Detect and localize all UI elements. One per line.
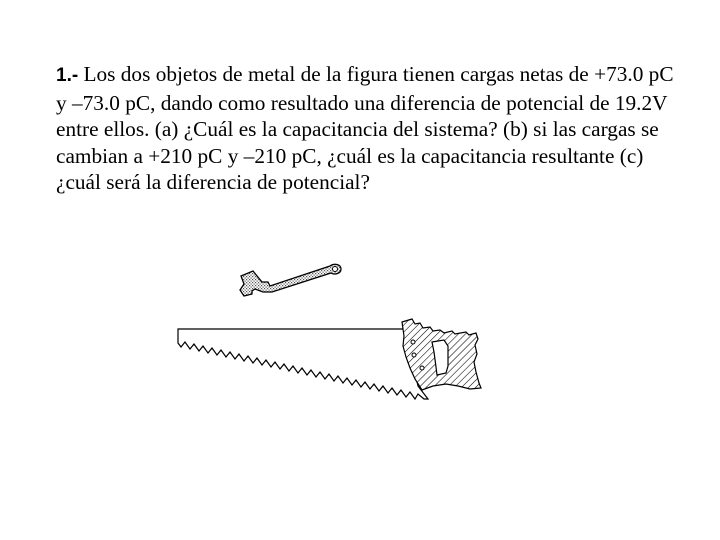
handsaw-icon	[178, 319, 481, 399]
problem-number: 1.-	[56, 65, 79, 86]
problem-text: Los dos objetos de metal de la figura tienen cargas netas de +73.0 pC y –73.0 pC, dando como resultado una diferencia de potencial de 19.2V entre ellos. (a) ¿Cuál es la capacitancia del sistema? (b) si las cargas se cambian a +210 pC y –210 pC, ¿cuál es la capacitancia resultante (c) ¿cuál será la diferencia de potencial?	[56, 62, 674, 195]
wrench-icon	[240, 264, 341, 296]
